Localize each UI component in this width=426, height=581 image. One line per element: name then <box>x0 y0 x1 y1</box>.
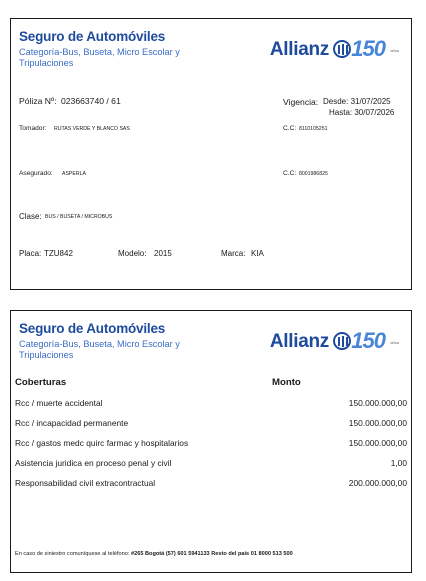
clase-label: Clase: <box>19 212 42 221</box>
asegurado-label: Asegurado: <box>19 170 53 177</box>
card-subtitle: Categoría-Bus, Buseta, Micro Escolar y Tripulaciones <box>19 47 180 68</box>
claims-contact-footer <box>15 551 293 557</box>
asegurado-value: ASPERLA <box>62 171 86 177</box>
coverage-row <box>15 478 407 490</box>
asegurado-cc-label: C.C: <box>283 170 297 177</box>
coverage-row <box>15 438 407 450</box>
coberturas-header: Coberturas <box>15 377 67 388</box>
card-subtitle: Categoría-Bus, Buseta, Micro Escolar y Tripulaciones <box>19 339 180 360</box>
tomador-cc-value: 8110105251 <box>299 126 328 132</box>
tomador-value: RUTAS VERDE Y BLANCO SAS <box>54 126 130 132</box>
anniversary-150-mark: 150 <box>351 328 385 353</box>
poliza-value: 023663740 / 61 <box>61 96 121 106</box>
placa-label: Placa: <box>19 249 42 258</box>
anniversary-suffix: años <box>390 340 399 345</box>
poliza-label: Póliza Nº: <box>19 96 57 106</box>
vigencia-label: Vigencia: <box>283 97 319 107</box>
card-title: Seguro de Automóviles <box>19 321 166 336</box>
coverage-amount: 1,00 <box>390 458 407 468</box>
coverage-amount: 150.000.000,00 <box>348 398 407 408</box>
card-title: Seguro de Automóviles <box>19 29 166 44</box>
coverage-amount: 150.000.000,00 <box>348 418 407 428</box>
coverage-row <box>15 398 407 410</box>
footer-phones: #265 Bogotá (57) 601 5941133 Resto del país 01 8000 513 500 <box>131 551 293 557</box>
tomador-label: Tomador: <box>19 125 47 132</box>
policy-card <box>10 18 412 290</box>
allianz-wordmark: Allianz <box>269 331 329 352</box>
modelo-value: 2015 <box>154 249 172 258</box>
coverage-name: Rcc / incapacidad permanente <box>15 418 129 428</box>
coverage-name: Rcc / gastos medc quirc farmac y hospitalarios <box>15 438 189 448</box>
marca-label: Marca: <box>221 249 246 258</box>
marca-value: KIA <box>251 249 264 258</box>
coverage-row <box>15 418 407 430</box>
coverage-name: Responsabilidad civil extracontractual <box>15 478 156 488</box>
modelo-label: Modelo: <box>118 249 147 258</box>
coverage-name: Rcc / muerte accidental <box>15 398 103 408</box>
allianz-emblem-icon <box>333 332 351 350</box>
clase-value: BUS / BUSETA / MICROBUS <box>45 214 113 220</box>
anniversary-suffix: años <box>390 48 399 53</box>
coverage-row <box>15 458 407 470</box>
coverage-card <box>10 310 412 573</box>
vigencia-hasta: Hasta: 30/07/2026 <box>329 108 395 117</box>
coverage-name: Asistencia juridica en proceso penal y civil <box>15 458 172 468</box>
coverage-amount: 200.000.000,00 <box>348 478 407 488</box>
anniversary-150-mark: 150 <box>351 36 385 61</box>
tomador-cc-label: C.C: <box>283 125 297 132</box>
allianz-logo <box>229 328 399 359</box>
asegurado-cc-value: 8001986825 <box>299 171 328 177</box>
allianz-logo <box>229 36 399 67</box>
vigencia-desde: Desde: 31/07/2025 <box>323 97 391 106</box>
placa-value: TZU842 <box>44 249 73 258</box>
monto-header: Monto <box>272 377 301 388</box>
coverage-amount: 150.000.000,00 <box>348 438 407 448</box>
allianz-emblem-icon <box>333 40 351 58</box>
allianz-wordmark: Allianz <box>269 39 329 60</box>
footer-lead: En caso de siniestro comuníquese al teléfono: <box>15 551 130 557</box>
